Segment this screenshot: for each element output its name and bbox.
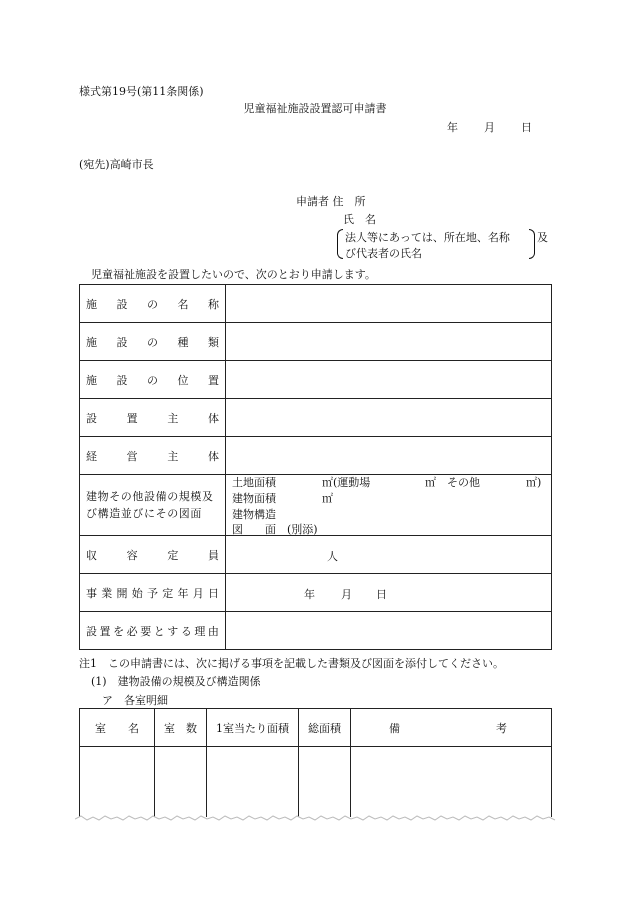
capacity-unit: 人 [327, 550, 338, 563]
start-date-label: 事 業 開 始 予 定 年 月 日 [80, 574, 226, 612]
table-row [80, 709, 552, 747]
table-row [80, 361, 552, 399]
operator-field[interactable] [226, 437, 552, 475]
table-row [80, 747, 552, 818]
table-row [80, 437, 552, 475]
corporate-note-line1: 法人等にあっては、所在地、名称 [345, 231, 510, 244]
drawing-label: 図 面 (別添) [232, 523, 318, 536]
table-row [80, 285, 552, 323]
table-row [80, 475, 552, 536]
reason-field[interactable] [226, 612, 552, 650]
right-bracket [529, 229, 535, 259]
playground-unit: ㎡ [425, 476, 436, 489]
note-1: 注1 この申請書には、次に掲げる事項を記載した書類及び図面を添付してください。 [79, 657, 504, 670]
room-name-header: 室 名 [80, 709, 155, 747]
application-table [79, 284, 552, 650]
area-per-room-cell[interactable] [207, 747, 299, 818]
room-name-cell[interactable] [80, 747, 155, 818]
left-bracket [337, 229, 343, 259]
table-row [80, 323, 552, 361]
date-month: 月 [484, 121, 495, 134]
start-year: 年 [304, 588, 315, 601]
building-label [80, 475, 226, 536]
date-day: 日 [521, 121, 532, 134]
corporate-note-line2: び代表者の氏名 [345, 247, 422, 260]
note-sub-1: (1) 建物設備の規模及び構造関係 [91, 675, 261, 688]
rooms-table [79, 708, 552, 817]
reason-label: 設 置 を 必 要 と す る 理 由 [80, 612, 226, 650]
remarks-cell[interactable] [351, 747, 552, 818]
land-area-unit: ㎡(運動場 [322, 476, 371, 489]
other-unit: ㎡) [526, 476, 542, 489]
founder-field[interactable] [226, 399, 552, 437]
land-area-label: 土地面積 [232, 476, 276, 489]
capacity-field[interactable] [226, 536, 552, 574]
applicant-address-label: 申請者 住 所 [296, 195, 366, 208]
addressee: (宛先)高崎市長 [79, 158, 154, 171]
building-field[interactable] [226, 475, 552, 536]
building-label-line2: び構造並びにその図面 [86, 507, 202, 520]
building-area-unit: ㎡ [322, 492, 333, 505]
facility-name-field[interactable] [226, 285, 552, 323]
structure-label: 建物構造 [232, 508, 276, 521]
remarks-header: 備 考 [351, 709, 552, 747]
form-number: 様式第19号(第11条関係) [79, 85, 204, 98]
table-row [80, 399, 552, 437]
table-row [80, 612, 552, 650]
intro-text: 児童福祉施設を設置したいので、次のとおり申請します。 [91, 268, 376, 281]
total-area-header: 総面積 [299, 709, 351, 747]
facility-location-field[interactable] [226, 361, 552, 399]
document-title: 児童福祉施設設置認可申請書 [243, 102, 387, 115]
room-count-cell[interactable] [155, 747, 207, 818]
room-count-header: 室 数 [155, 709, 207, 747]
note-sub-2: ア 各室明細 [102, 694, 168, 707]
start-day: 日 [376, 588, 387, 601]
building-label-line1: 建物その他設備の規模及 [86, 490, 214, 503]
start-month: 月 [341, 588, 352, 601]
other-label: その他 [447, 476, 480, 489]
facility-location-label: 施 設 の 位 置 [80, 361, 226, 399]
date-year: 年 [447, 121, 458, 134]
facility-name-label: 施 設 の 名 称 [80, 285, 226, 323]
table-row [80, 574, 552, 612]
corporate-note-tail: 及 [537, 231, 548, 244]
table-row [80, 536, 552, 574]
torn-edge-divider [75, 814, 557, 824]
total-area-cell[interactable] [299, 747, 351, 818]
corporate-note [337, 228, 565, 262]
operator-label: 経 営 主 体 [80, 437, 226, 475]
capacity-label: 収 容 定 員 [80, 536, 226, 574]
founder-label: 設 置 主 体 [80, 399, 226, 437]
start-date-field[interactable] [226, 574, 552, 612]
facility-type-field[interactable] [226, 323, 552, 361]
date-line [447, 119, 532, 135]
facility-type-label: 施 設 の 種 類 [80, 323, 226, 361]
building-area-label: 建物面積 [232, 492, 276, 505]
area-per-room-header: 1室当たり面積 [207, 709, 299, 747]
applicant-name-label: 氏 名 [343, 213, 376, 226]
